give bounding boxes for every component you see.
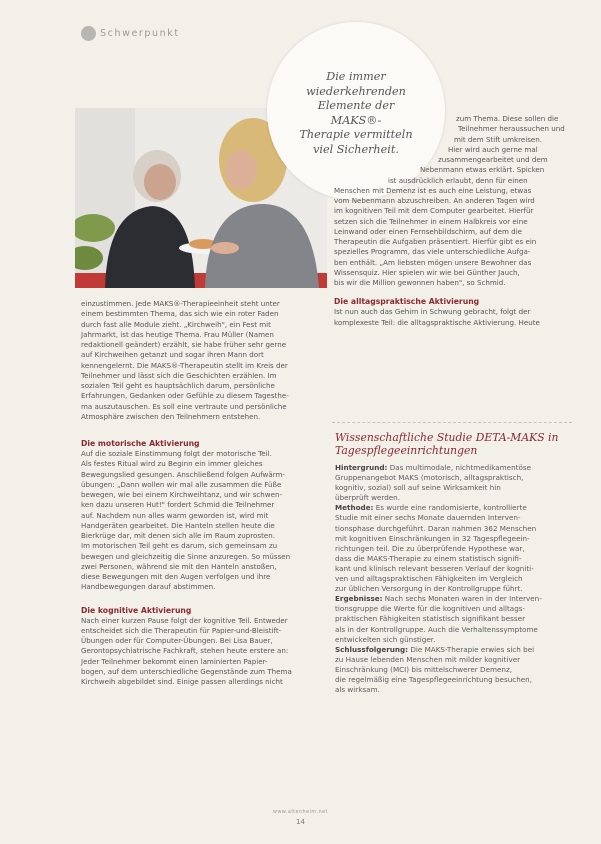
text-line: Ist nun auch das Gehirn in Schwung gebracht, folgt der [334,307,531,317]
text-line: Bierkrüge dar, mit denen sich alle im Raum zuprosten. [81,531,275,540]
text-line: kant und klinisch relevant besseren Verlauf der kogniti- [335,563,534,573]
text-line: bis wir die Million gewonnen haben", so Schmid. [334,278,506,287]
text-line: die regelmäßig eine Tagespflegeeinrichtung besuchen, [335,674,533,684]
text-line: als in der Kontrollgruppe. Auch die Verhaltenssymptome [335,624,538,634]
text-line: ist ausdrücklich erlaubt, denn für einen [388,175,528,185]
text-line: tionsphase durchgeführt. Daran nahmen 362 Menschen [335,523,537,533]
text-line: kognitiv, sozial) soll auf seine Wirksamkeit hin [335,483,501,493]
text-line: ken dazu unseren Hut!" fordert Schmid die Teilnehmer [81,500,275,510]
text-line: Studie mit einer sechs Monate dauernden Interven- [335,513,521,523]
quote-line: Elemente der MAKS®- [317,99,395,127]
text-line: als wirksam. [335,685,380,695]
section-header [81,24,180,42]
text-line: Jeder Teilnehmer bekommt einen laminierten Papier- [81,656,268,666]
quote-line: Therapie vermitteln [299,128,413,142]
text-line: einzustimmen. Jede MAKS®-Therapieeinheit steht unter [81,299,280,308]
label-schlussfolgerung: Schlussfolgerung: [335,644,409,654]
text-line: übungen: „Dann wollen wir mal alle zusammen die Füße [81,479,282,489]
text-line: Handbewegungen darauf abstimmen. [81,582,216,592]
text-line: diese Bewegungen mit den Augen verfolgen und ihre [81,572,271,581]
section-label: Schwerpunkt [100,27,180,39]
study-box-title [335,431,571,457]
label-hintergrund: Hintergrund: [335,463,388,472]
text-line: Nach sechs Monaten waren in der Interven- [382,594,542,604]
page-number: 14 [296,818,305,826]
text-line: Hier wird auch gerne mal [448,144,538,154]
text-line: Gruppenangebot MAKS (motorisch, alltagspraktisch, [335,473,524,483]
text-line: Leinwand oder einen Fernsehbildschirm, auf dem die [334,226,522,236]
quote-line: Die immer [326,70,386,83]
text-line: Einschränkung (MCI) bis mittelschwerer Demenz, [335,664,513,674]
text-line: Im motorischen Teil geht es darum, sich gemeinsam zu [81,541,278,551]
section-logo-icon [81,26,96,41]
text-line: kennengelernt. Die MAKS®-Therapeutin stellt im Kreis der [81,360,288,370]
text-line: Gerontopsychiatrische Fachkraft, stehen heute erstere an: [81,646,289,656]
text-line: Nebenmann etwas erklärt. Spicken [420,165,545,175]
text-line: bewegen und gleichzeitig die Sinne anzuregen. So müssen [81,551,291,561]
text-line: auf. Nachdem nun alles warm geworden ist, wird mit [81,510,269,520]
title-line: Tagespflegeeinrichtungen [335,444,478,457]
text-line: vom Nebenmann abzuschreiben. An anderen Tagen wird [334,196,535,205]
left-column-text [81,299,317,687]
text-line: Das multimodale, nichtmedikamentöse [387,463,532,472]
text-line: zu Hause lebenden Menschen mit milder kognitiver [335,654,521,664]
text-line: zwei Personen, während sie mit den Hanteln anstoßen, [81,561,277,571]
text-line: dass die MAKS-Therapie zu einem statistisch signifi- [335,553,522,563]
text-line: entscheidet sich die Therapeutin für Papier-und-Bleistift- [81,625,282,635]
text-line: Menschen mit Demenz ist es auch eine Leistung, etwas [334,185,532,195]
text-line: zusammengearbeitet und dem [438,155,548,164]
text-line: komplexeste Teil: die alltagspraktische Aktivierung. Heute [334,317,540,327]
text-line: mit kognitiven Einschränkungen in 32 Tagespflegeein- [335,533,530,543]
quote-line: viel Sicherheit. [313,142,399,156]
subhead-kognitiv: Die kognitive Aktivierung [81,605,192,615]
text-line: Teilnehmer heraussuchen und [458,124,565,134]
text-line: bewegen, wie bei einem Kirchweihtanz, und wir schwen- [81,490,283,499]
text-line: richtungen teil. Die zu überprüfende Hypothese war, [335,543,525,553]
text-line: Kirchweih abgebildet sind. Einige passen allerdings nicht [81,677,283,686]
right-column-text [334,114,574,328]
title-line: Wissenschaftliche Studie DETA-MAKS in [335,431,559,444]
text-line: Handgeräten gearbeitet. Die Hanteln stellen heute die [81,520,275,530]
text-line: spezielles Programm, das viele unterschiedliche Aufga- [334,247,531,257]
text-line: bogen, auf dem unterschiedliche Gegenstände zum Thema [81,666,292,676]
text-line: Atmosphäre zwischen den Teilnehmern entstehen. [81,411,261,421]
text-line: einem bestimmten Thema, das sich wie ein roter Faden [81,309,279,319]
text-line: zum Thema. Diese sollen die [456,114,559,123]
text-line: sozialen Teil geht es hauptsächlich darum, persönliche [81,381,275,390]
text-line: überprüft werden. [335,493,401,503]
label-ergebnisse: Ergebnisse: [335,594,383,604]
text-line: Es wurde eine randomisierte, kontrollierte [373,503,527,513]
text-line: Nach einer kurzen Pause folgt der kognitive Teil. Entweder [81,615,288,625]
text-line: ma auszutauschen. Es soll eine vertraute und persönliche [81,401,287,411]
text-line: Wissensquiz. Hier spielen wir wie bei Günther Jauch, [334,267,520,277]
label-methode: Methode: [335,503,374,513]
text-line: im kognitiven Teil mit dem Computer gearbeitet. Hierfür [334,206,534,216]
quote-line: wiederkehrenden [306,84,406,98]
text-line: redaktionell geändert) erzählt, sie habe früher sehr gerne [81,340,287,349]
study-box-body [335,463,571,695]
text-line: Die MAKS-Therapie erwies sich bei [408,644,535,654]
subhead-alltagspraktisch: Die alltagspraktische Aktivierung [334,297,480,307]
text-line: praktischen Fähigkeiten statistisch signifikant besser [335,614,526,624]
text-line: durch fast alle Module zieht. „Kirchweih", ein Fest mit [81,319,271,329]
box-divider [332,422,572,423]
text-line: Bewegungslied gesungen. Anschließend folgen Aufwärm- [81,469,285,479]
text-line: entwickelten sich günstiger. [335,634,436,644]
text-line: Teilnehmer und lässt sich die Geschichten erzählen. Im [81,370,277,380]
subhead-motorisch: Die motorische Aktivierung [81,439,200,448]
text-line: tionsgruppe die Werte für die kognitiven und alltags- [335,604,526,614]
text-line: Übungen oder für Computer-Übungen. Bei Lisa Bauer, [81,636,273,645]
footer-url: www.altenheim.net [273,810,328,815]
text-line: mit dem Stift umkreisen. [454,134,543,144]
text-line: Auf die soziale Einstimmung folgt der motorische Teil. [81,449,272,458]
text-line: Jahrmarkt, ist das heutige Thema. Frau Müller (Namen [81,329,274,339]
text-line: Als festes Ritual wird zu Beginn ein immer gleiches [81,459,263,469]
text-line: auf Kirchweihen getanzt und sogar ihren Mann dort [81,350,264,360]
text-line: ben enthält. „Am liebsten mögen unsere Bewohner das [334,257,532,267]
text-line: setzen sich die Teilnehmer in einem Halbkreis vor eine [334,216,528,226]
text-line: ven und alltagspraktischen Fähigkeiten im Vergleich [335,574,523,584]
text-line: zur üblichen Versorgung in der Kontrollgruppe führt. [335,584,523,594]
text-line: Erfahrungen, Gedanken oder Gefühle zu diesem Tagesthe- [81,391,289,401]
text-line: Therapeutin die Aufgaben präsentiert. Hierfür gibt es ein [334,237,537,246]
